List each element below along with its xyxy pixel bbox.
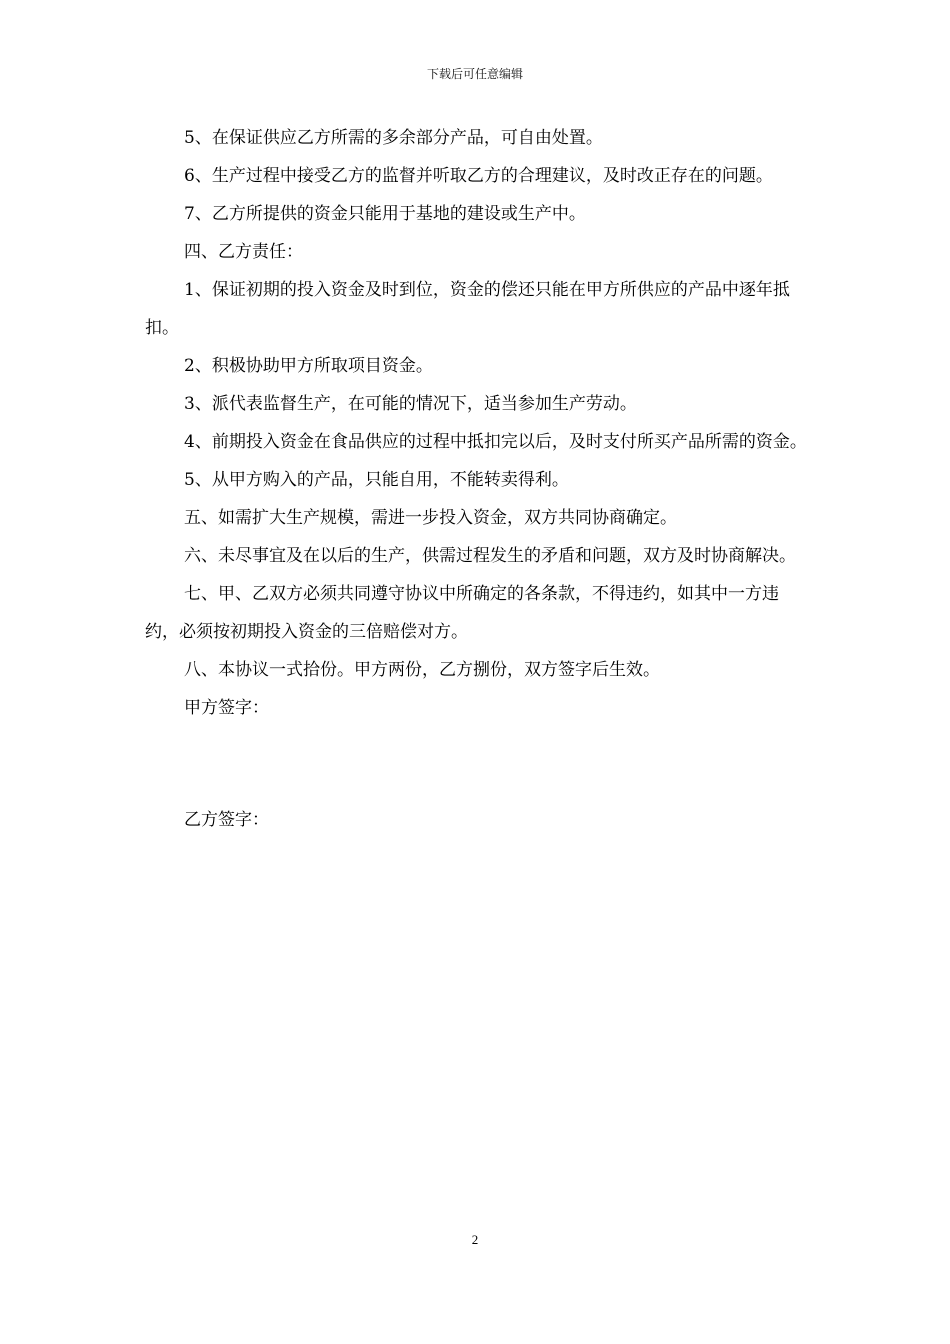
- clause-paragraph: 5、从甲方购入的产品，只能自用，不能转卖得利。: [184, 470, 569, 490]
- clause-paragraph: 7、乙方所提供的资金只能用于基地的建设或生产中。: [184, 204, 586, 224]
- clause-paragraph: 六、未尽事宜及在以后的生产，供需过程发生的矛盾和问题，双方及时协商解决。: [184, 546, 796, 566]
- clause-paragraph: 5、在保证供应乙方所需的多余部分产品，可自由处置。: [184, 128, 603, 148]
- document-body: [145, 119, 810, 839]
- signature-party-a: 甲方签字：: [184, 698, 269, 718]
- clause-paragraph: 3、派代表监督生产，在可能的情况下，适当参加生产劳动。: [184, 394, 637, 414]
- section-heading: 四、乙方责任：: [184, 242, 303, 262]
- clause-paragraph: 五、如需扩大生产规模，需进一步投入资金，双方共同协商确定。: [184, 508, 677, 528]
- clause-paragraph: 八、本协议一式拾份。甲方两份，乙方捌份，双方签字后生效。: [184, 660, 660, 680]
- clause-paragraph: 七、甲、乙双方必须共同遵守协议中所确定的各条款，不得违约，如其中一方违约，必须按初期投入资金的三倍赔偿对方。: [145, 584, 779, 642]
- page-number: 2: [471, 1232, 479, 1247]
- clause-paragraph: 4、前期投入资金在食品供应的过程中抵扣完以后，及时支付所买产品所需的资金。: [184, 432, 807, 452]
- clause-paragraph: 2、积极协助甲方所取项目资金。: [184, 356, 433, 376]
- signature-party-b: 乙方签字：: [184, 810, 269, 830]
- clause-paragraph: 6、生产过程中接受乙方的监督并听取乙方的合理建议，及时改正存在的问题。: [184, 166, 773, 186]
- page-header-note: 下载后可任意编辑: [426, 67, 523, 81]
- clause-paragraph: 1、保证初期的投入资金及时到位，资金的偿还只能在甲方所供应的产品中逐年抵扣。: [145, 280, 790, 338]
